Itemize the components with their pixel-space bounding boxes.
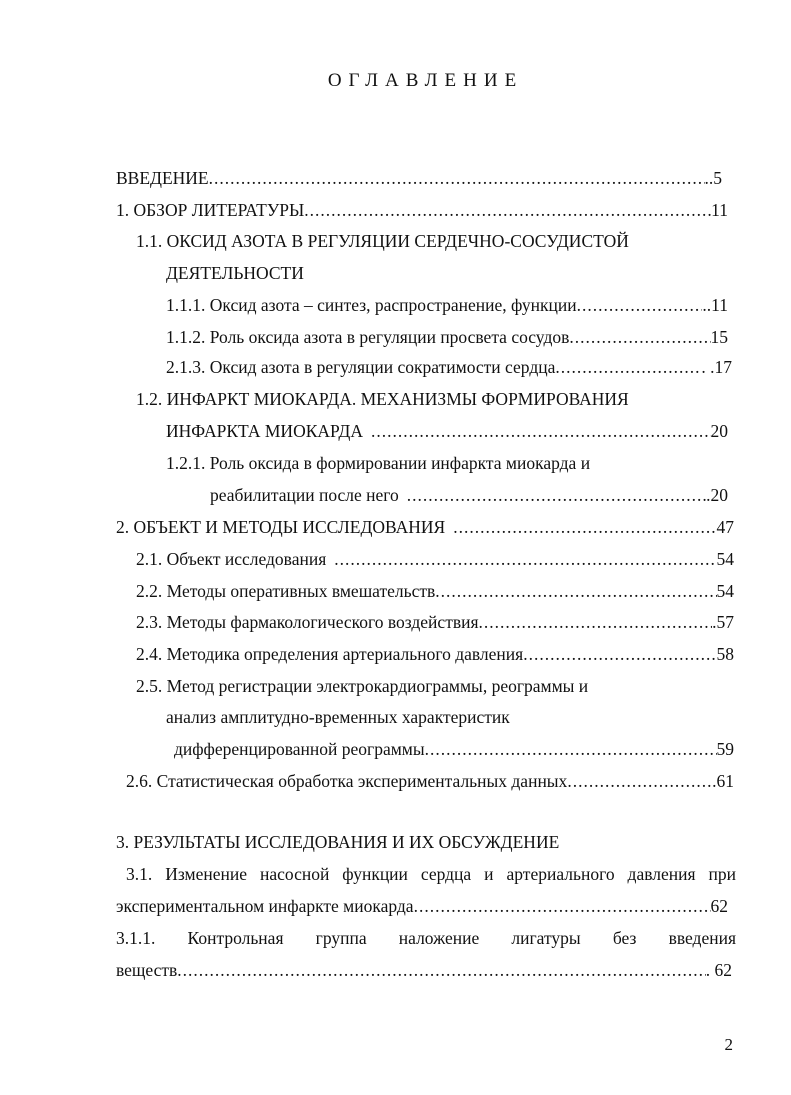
toc-label: 2.2. Методы оперативных вмешательств	[136, 581, 436, 601]
toc-entry-3-1-1	[116, 959, 732, 981]
toc-label: 2.1.3. Оксид азота в регуляции сократимости сердца	[166, 357, 556, 377]
toc-entry-1-1-1	[166, 294, 728, 316]
toc-leader	[209, 167, 705, 189]
toc-label: реабилитации после него	[210, 485, 399, 505]
toc-entry-1-2	[166, 420, 728, 442]
toc-leader	[479, 611, 713, 633]
toc-entry-3-1-1-line1	[116, 927, 736, 949]
toc-leader	[569, 326, 710, 348]
toc-label: 1. ОБЗОР ЛИТЕРАТУРЫ	[116, 200, 305, 220]
toc-entry-2-5	[174, 738, 734, 760]
toc-entry-3-1	[116, 895, 728, 917]
page-title: ОГЛАВЛЕНИЕ	[327, 70, 524, 91]
toc-entry-2-4	[136, 643, 734, 665]
toc-label: 3.1. Изменение насосной функции сердца и артериального давления при	[126, 864, 736, 884]
toc-page: 54	[716, 581, 734, 601]
toc-page: 20	[710, 421, 728, 441]
toc-page: 58	[716, 644, 734, 664]
toc-leader	[577, 294, 703, 316]
toc-label: веществ	[116, 960, 178, 980]
toc-page: .61	[712, 771, 734, 791]
toc-entry-1-1-2	[166, 326, 728, 348]
toc-entry-2-3	[136, 611, 734, 633]
toc-page: . 62	[705, 960, 732, 980]
toc-leader	[177, 959, 705, 981]
toc-leader	[555, 356, 701, 378]
toc-label: 2. ОБЪЕКТ И МЕТОДЫ ИССЛЕДОВАНИЯ	[116, 517, 446, 537]
toc-label: 2.6. Статистическая обработка экспериментальных данных	[126, 771, 568, 791]
toc-leader	[453, 516, 716, 538]
toc-label: 1.1.1. Оксид азота – синтез, распространение, функции	[166, 295, 577, 315]
toc-page: 47	[716, 517, 734, 537]
toc-leader	[523, 643, 716, 665]
toc-leader	[425, 738, 717, 760]
toc-page: 62	[710, 896, 728, 916]
toc-entry-2-6	[126, 770, 734, 792]
toc-leader	[414, 895, 711, 917]
toc-label: ИНФАРКТА МИОКАРДА	[166, 421, 364, 441]
toc-entry-introduction	[116, 167, 722, 189]
toc-entry-3-1-line1	[126, 863, 736, 885]
toc-page: .57	[712, 612, 734, 632]
toc-leader	[435, 580, 716, 602]
toc-entry-object-methods	[116, 516, 734, 538]
toc-leader	[334, 548, 716, 570]
toc-entry-literature-review	[116, 199, 728, 221]
toc-page: .20	[706, 485, 728, 505]
toc-entry-results: 3. РЕЗУЛЬТАТЫ ИССЛЕДОВАНИЯ И ИХ ОБСУЖДЕНИЕ	[116, 832, 560, 852]
toc-label: 2.4. Методика определения артериального давления	[136, 644, 524, 664]
toc-leader	[304, 199, 711, 221]
toc-entry-2-5-line2: анализ амплитудно-временных характеристик	[166, 707, 510, 727]
toc-page: ..11	[702, 295, 728, 315]
toc-entry-1-2-1-line1: 1.2.1. Роль оксида в формировании инфаркта миокарда и	[166, 453, 591, 473]
toc-page: 59	[716, 739, 734, 759]
toc-entry-2-1-3	[166, 356, 732, 378]
toc-leader	[407, 484, 706, 506]
toc-label: 2.3. Методы фармакологического воздействия	[136, 612, 479, 632]
toc-entry-1-1-line1: 1.1. ОКСИД АЗОТА В РЕГУЛЯЦИИ СЕРДЕЧНО-СОСУДИСТОЙ	[136, 231, 629, 251]
toc-label: ВВЕДЕНИЕ	[116, 168, 209, 188]
toc-page: . .17	[701, 357, 732, 377]
toc-page: 15	[710, 327, 728, 347]
toc-entry-1-2-1	[210, 484, 728, 506]
toc-entry-2-2	[136, 580, 734, 602]
toc-page: 11	[711, 200, 728, 220]
toc-label: 3.1.1. Контрольная группа наложение лигатуры без введения	[116, 928, 736, 948]
toc-leader	[371, 420, 710, 442]
toc-entry-1-2-line1: 1.2. ИНФАРКТ МИОКАРДА. МЕХАНИЗМЫ ФОРМИРОВАНИЯ	[136, 389, 629, 409]
toc-label: дифференцированной реограммы	[174, 739, 425, 759]
toc-leader	[567, 770, 712, 792]
toc-page: 54	[716, 549, 734, 569]
toc-entry-2-5-line1: 2.5. Метод регистрации электрокардиограммы, реограммы и	[136, 676, 589, 696]
toc-entry-2-1	[136, 548, 734, 570]
toc-label: 1.1.2. Роль оксида азота в регуляции просвета сосудов	[166, 327, 570, 347]
toc-label: 2.1. Объект исследования	[136, 549, 327, 569]
toc-page: ..5	[704, 168, 722, 188]
toc-entry-1-1-line2: ДЕЯТЕЛЬНОСТИ	[166, 263, 304, 283]
toc-label: экспериментальном инфаркте миокарда	[116, 896, 414, 916]
page-number: 2	[724, 1035, 733, 1054]
